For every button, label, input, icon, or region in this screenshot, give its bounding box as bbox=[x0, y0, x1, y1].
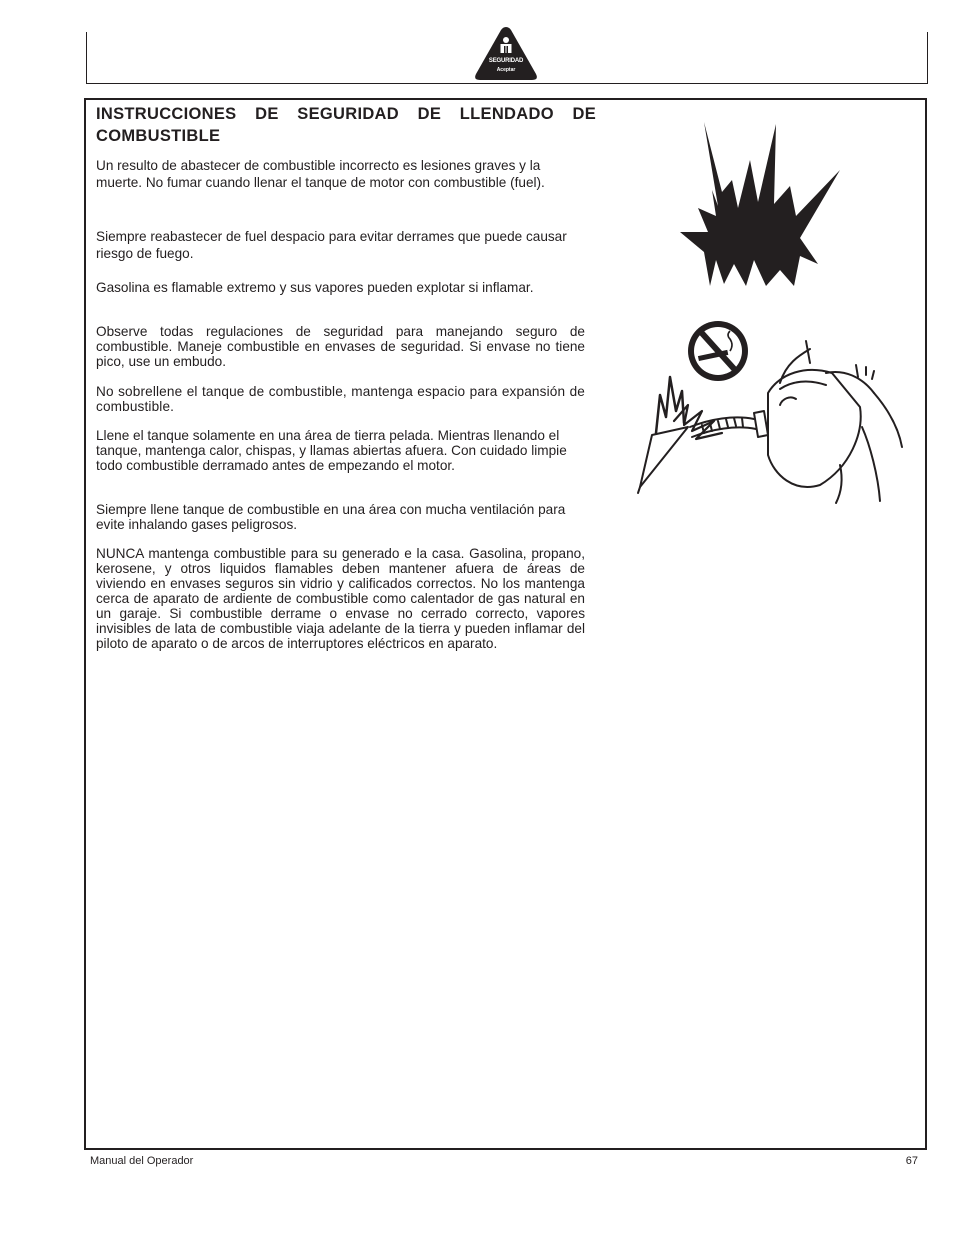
paragraph-no-overfill: No sobrellene el tanque de combustible, mantenga espacio para expansión de combustible. bbox=[96, 384, 585, 414]
paragraph-gasoline-flammable: Gasolina es flamable extremo y sus vapores pueden explotar si inflamar. bbox=[96, 280, 534, 295]
safety-badge bbox=[472, 26, 540, 82]
paragraph-refuel-slowly: Siempre reabastecer de fuel despacio para evitar derrames que puede causar riesgo de fuego. bbox=[96, 229, 567, 261]
explosion-icon bbox=[676, 120, 844, 290]
paragraph-bare-ground: Llene el tanque solamente en una área de tierra pelada. Mientras llenando el tanque, mantenga calor, chispas, y llamas abiertas afuera. Con cuidado limpie todo combustible derramado antes de empezando el motor. bbox=[96, 428, 567, 473]
safety-person-icon bbox=[472, 26, 540, 82]
section-title: INSTRUCCIONES DE SEGURIDAD DE LLENDADO DE COMBUSTIBLE bbox=[96, 105, 596, 145]
footer-manual-label: Manual del Operador bbox=[90, 1155, 194, 1167]
paragraph-safety-regulations: Observe todas regulaciones de seguridad para manejando seguro de combustible. Maneje combustible en envases de seguridad. Si envase no tiene pico, use un embudo. bbox=[96, 324, 585, 369]
paragraph-ventilation: Siempre llene tanque de combustible en una área con mucha ventilación para evite inhalando gases peligrosos. bbox=[96, 502, 566, 532]
footer-page-number: 67 bbox=[905, 1155, 918, 1167]
badge-line2: Aceptar bbox=[496, 67, 516, 73]
refueling-fire-hazard-icon bbox=[630, 315, 910, 510]
paragraph-fuel-injury-warning: Un resulto de abastecer de combustible incorrecto es lesiones graves y la muerte. No fumar cuando llenar el tanque de motor con combustible (fuel). bbox=[96, 158, 545, 190]
no-smoking-icon bbox=[688, 321, 748, 381]
badge-line1: SEGURIDAD bbox=[488, 58, 524, 64]
paragraph-fuel-storage: NUNCA mantenga combustible para su generado e la casa. Gasolina, propano, kerosene, y otros liquidos flamables deben mantener afuera de áreas de viviendo en envases seguros sin vidrio y calificados correctos. No los mantenga cerca de aparato de ardiente de combustible como calentador de gas natural en un garaje. Si combustible derrame o envase no cerrado correcto, vapores invisibles de lata de combustible viaja adelante de la tierra y pueden inflamar del piloto de aparato o de arcos de interruptores eléctricos en aparato. bbox=[96, 546, 585, 651]
